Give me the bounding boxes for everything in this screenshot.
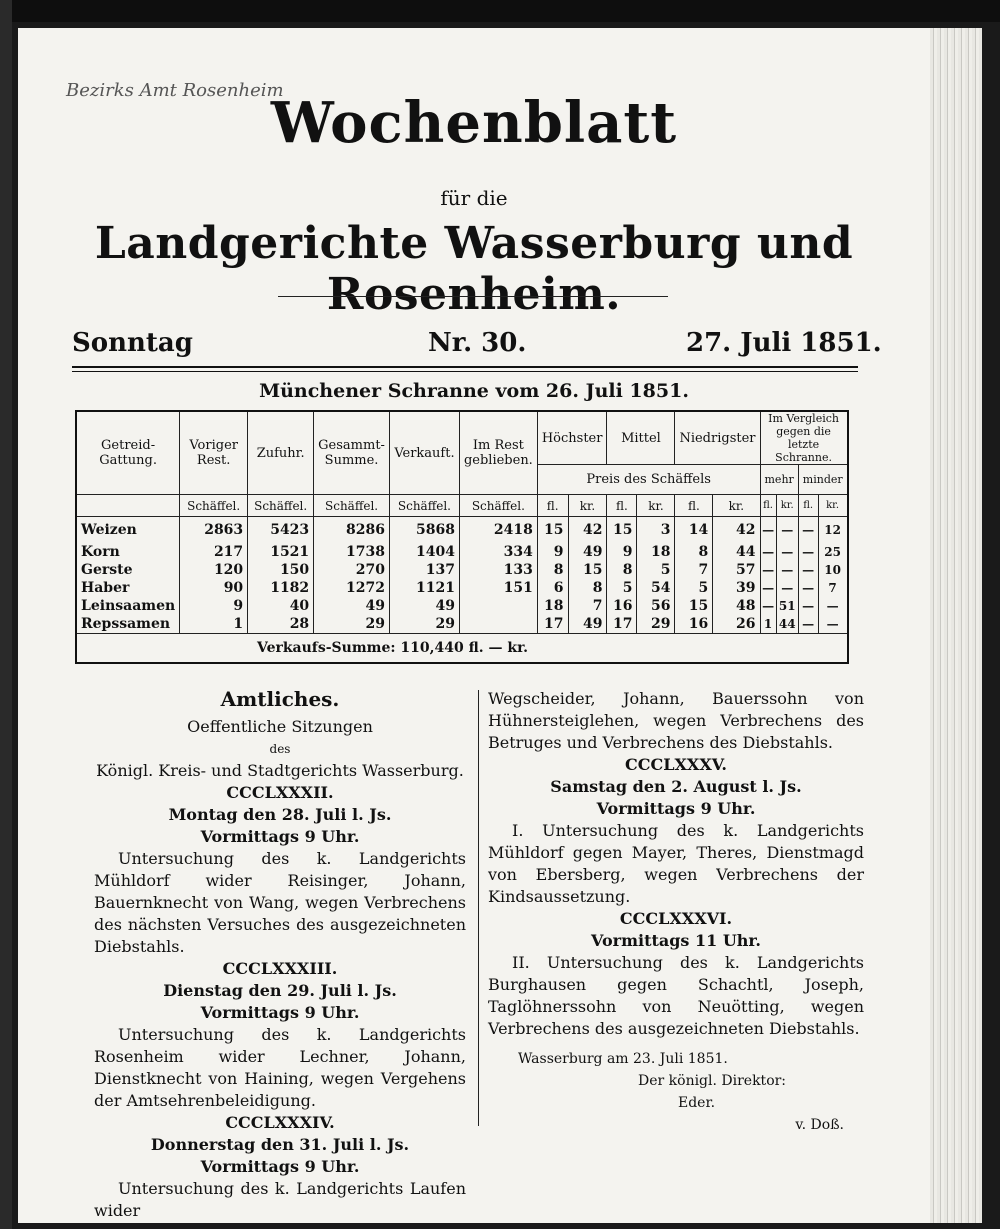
unit-cell: fl. [798,495,818,517]
cell-minder-fl: — [798,579,818,597]
hdr-mehr: mehr [760,465,798,495]
cell-n-fl: 15 [675,597,713,615]
cell-mehr-kr: — [776,561,798,579]
cell-verkauft: 1404 [389,543,459,561]
hdr-voriger: Voriger Rest. [180,411,248,495]
case-number: CCCLXXXIII. [222,959,338,978]
scan-frame-top [0,0,1000,22]
cell-zufuhr: 28 [248,615,314,634]
section-sub1: Oeffentliche Sitzungen [187,717,373,736]
cell-h-fl: 18 [537,597,568,615]
cell-verkauft: 137 [389,561,459,579]
cell-mehr-kr: — [776,543,798,561]
cell-zufuhr: 40 [248,597,314,615]
cell-h-fl: 6 [537,579,568,597]
case-number: CCCLXXXVI. [619,909,733,928]
hdr-hoechster: Höchster [537,411,607,465]
masthead-subtitle: Landgerichte Wasserburg und Rosenheim. [94,218,854,320]
cell-m-fl: 16 [607,597,637,615]
case-text: II. Untersuchung des k. Landgerichts Burghausen gegen Schachtl, Joseph, Taglöhnerssohn von Neuötting, wegen Verbrechens des ausgezeichneten Diebstahls. [488,953,864,1038]
cell-n-fl: 5 [675,579,713,597]
case-date: Samstag den 2. August l. Js. [550,777,802,796]
unit-blank [76,495,180,517]
case-number: CCCLXXXV. [625,755,727,774]
cell-rest [459,597,537,615]
cell-m-kr: 18 [637,543,675,561]
table-row [76,597,848,615]
page-edge-stack [930,28,982,1223]
case-number: CCCLXXXIV. [225,1113,335,1132]
hdr-zufuhr: Zufuhr. [248,411,314,495]
cell-h-kr: 15 [568,561,607,579]
cell-minder-kr: — [818,615,848,634]
hdr-mittel: Mittel [607,411,675,465]
signature: v. Doß. [795,1117,844,1133]
unit-cell: kr. [713,495,760,517]
newspaper-page [18,28,930,1223]
unit-cell: Schäffel. [459,495,537,517]
cell-mehr-kr: — [776,517,798,543]
issue-number: Nr. 30. [428,328,527,358]
left-column [94,688,466,1222]
cell-n-kr: 57 [713,561,760,579]
cell-h-kr: 49 [568,615,607,634]
cell-verkauft: 1121 [389,579,459,597]
cell-minder-fl: — [798,615,818,634]
cell-n-fl: 7 [675,561,713,579]
cell-rest: 133 [459,561,537,579]
hdr-minder: minder [798,465,847,495]
table-row [76,579,848,597]
unit-cell: Schäffel. [314,495,390,517]
unit-cell: fl. [760,495,776,517]
hdr-gattung: Getreid-Gattung. [76,411,180,495]
cell-mehr-kr: 44 [776,615,798,634]
cell-gesammt: 49 [314,597,390,615]
cell-n-kr: 48 [713,597,760,615]
masthead-rule [278,296,668,297]
hdr-vergleich: Im Vergleich gegen die letzte Schranne. [760,411,848,465]
unit-cell: kr. [818,495,848,517]
cell-m-kr: 54 [637,579,675,597]
cell-minder-fl: — [798,597,818,615]
cell-gesammt: 29 [314,615,390,634]
cell-name: Weizen [76,517,180,543]
cell-mehr-fl: — [760,561,776,579]
cell-minder-fl: — [798,517,818,543]
hdr-gesammt: Gesammt-Summe. [314,411,390,495]
cell-minder-kr: — [818,597,848,615]
cell-h-kr: 7 [568,597,607,615]
case-time: Vormittags 9 Uhr. [200,827,360,846]
unit-cell: Schäffel. [180,495,248,517]
section-sub3: Königl. Kreis- und Stadtgerichts Wasserburg. [96,761,464,780]
hdr-verkauft: Verkauft. [389,411,459,495]
cell-minder-kr: 10 [818,561,848,579]
unit-cell: kr. [776,495,798,517]
case-text: Untersuchung des k. Landgerichts Laufen wider [94,1179,466,1220]
cell-minder-kr: 7 [818,579,848,597]
handwritten-note: Bezirks Amt Rosenheim [66,80,284,101]
unit-cell: fl. [607,495,637,517]
cell-minder-kr: 25 [818,543,848,561]
case-time: Vormittags 9 Uhr. [596,799,756,818]
cell-gesammt: 1272 [314,579,390,597]
cell-mehr-kr: — [776,579,798,597]
cell-minder-kr: 12 [818,517,848,543]
cell-voriger: 1 [180,615,248,634]
table-row [76,517,848,543]
cell-h-fl: 9 [537,543,568,561]
hdr-rest: Im Rest geblieben. [459,411,537,495]
unit-cell: fl. [675,495,713,517]
cell-n-fl: 16 [675,615,713,634]
cell-voriger: 2863 [180,517,248,543]
cell-m-fl: 17 [607,615,637,634]
cell-minder-fl: — [798,561,818,579]
cell-name: Leinsaamen [76,597,180,615]
cell-name: Korn [76,543,180,561]
right-column [488,688,864,1136]
cell-rest: 2418 [459,517,537,543]
cell-rest: 151 [459,579,537,597]
cell-gesammt: 270 [314,561,390,579]
case-number: CCCLXXXII. [226,783,334,802]
unit-cell: Schäffel. [248,495,314,517]
cell-voriger: 217 [180,543,248,561]
case-date: Montag den 28. Juli l. Js. [168,805,392,824]
cell-voriger: 9 [180,597,248,615]
sales-total: Verkaufs-Summe: 110,440 fl. — kr. [76,633,848,663]
cell-voriger: 90 [180,579,248,597]
cell-mehr-fl: — [760,517,776,543]
cell-verkauft: 29 [389,615,459,634]
place-date: Wasserburg am 23. Juli 1851. [518,1051,728,1067]
cell-zufuhr: 1521 [248,543,314,561]
cell-m-kr: 29 [637,615,675,634]
table-row [76,615,848,634]
cell-rest: 334 [459,543,537,561]
masthead-title: Wochenblatt [270,90,678,156]
cell-h-kr: 8 [568,579,607,597]
unit-cell: kr. [637,495,675,517]
section-heading: Amtliches. [220,687,340,711]
cell-name: Repssamen [76,615,180,634]
hdr-niedrigster: Niedrigster [675,411,760,465]
director-name: Eder. [678,1095,716,1111]
cell-voriger: 120 [180,561,248,579]
continued-text: Wegscheider, Johann, Bauerssohn von Hühnersteiglehen, wegen Verbrechens des Betruges und Verbrechens des Diebstahls. [488,689,864,752]
cell-n-fl: 14 [675,517,713,543]
cell-h-kr: 49 [568,543,607,561]
cell-mehr-kr: 51 [776,597,798,615]
cell-zufuhr: 1182 [248,579,314,597]
unit-cell: fl. [537,495,568,517]
cell-mehr-fl: — [760,579,776,597]
case-time: Vormittags 9 Uhr. [200,1157,360,1176]
cell-n-kr: 39 [713,579,760,597]
issue-date: 27. Juli 1851. [686,328,882,358]
case-text: Untersuchung des k. Landgerichts Mühldorf wider Reisinger, Johann, Bauernknecht von Wang, wegen Verbrechens des nächsten Versuches des ausgezeichneten Diebstahls. [94,849,466,956]
column-divider [478,690,479,1126]
case-date: Dienstag den 29. Juli l. Js. [163,981,397,1000]
cell-gesammt: 1738 [314,543,390,561]
cell-n-kr: 44 [713,543,760,561]
cell-name: Haber [76,579,180,597]
grain-price-table [75,410,849,664]
cell-mehr-fl: — [760,543,776,561]
cell-m-fl: 8 [607,561,637,579]
cell-m-fl: 9 [607,543,637,561]
cell-gesammt: 8286 [314,517,390,543]
section-sub2: des [269,742,291,756]
unit-cell: kr. [568,495,607,517]
cell-m-kr: 56 [637,597,675,615]
cell-m-fl: 5 [607,579,637,597]
cell-verkauft: 5868 [389,517,459,543]
case-text: Untersuchung des k. Landgerichts Rosenheim wider Lechner, Johann, Dienstknecht von Haining, wegen Vergehens der Amtsehrenbeleidigung. [94,1025,466,1110]
case-time: Vormittags 11 Uhr. [591,931,761,950]
cell-m-kr: 5 [637,561,675,579]
table-row [76,543,848,561]
cell-m-kr: 3 [637,517,675,543]
cell-rest [459,615,537,634]
case-date: Donnerstag den 31. Juli l. Js. [150,1135,410,1154]
cell-h-fl: 17 [537,615,568,634]
cell-name: Gerste [76,561,180,579]
cell-zufuhr: 150 [248,561,314,579]
table-row [76,561,848,579]
header-double-rule [72,366,858,372]
director-label: Der königl. Direktor: [638,1073,787,1089]
scan-frame-left [0,0,12,1229]
issue-day: Sonntag [72,328,193,358]
case-text: I. Untersuchung des k. Landgerichts Mühldorf gegen Mayer, Theres, Dienstmagd von Ebersberg, wegen Verbrechens der Kindsaussetzung. [488,821,864,906]
masthead-fuer-die: für die [440,186,508,210]
cell-minder-fl: — [798,543,818,561]
cell-zufuhr: 5423 [248,517,314,543]
cell-h-fl: 15 [537,517,568,543]
hdr-preis: Preis des Schäffels [537,465,760,495]
cell-n-kr: 26 [713,615,760,634]
cell-mehr-fl: 1 [760,615,776,634]
unit-cell: Schäffel. [389,495,459,517]
cell-mehr-fl: — [760,597,776,615]
cell-n-fl: 8 [675,543,713,561]
cell-verkauft: 49 [389,597,459,615]
cell-m-fl: 15 [607,517,637,543]
cell-n-kr: 42 [713,517,760,543]
cell-h-kr: 42 [568,517,607,543]
schranne-title: Münchener Schranne vom 26. Juli 1851. [259,380,689,402]
cell-h-fl: 8 [537,561,568,579]
case-time: Vormittags 9 Uhr. [200,1003,360,1022]
